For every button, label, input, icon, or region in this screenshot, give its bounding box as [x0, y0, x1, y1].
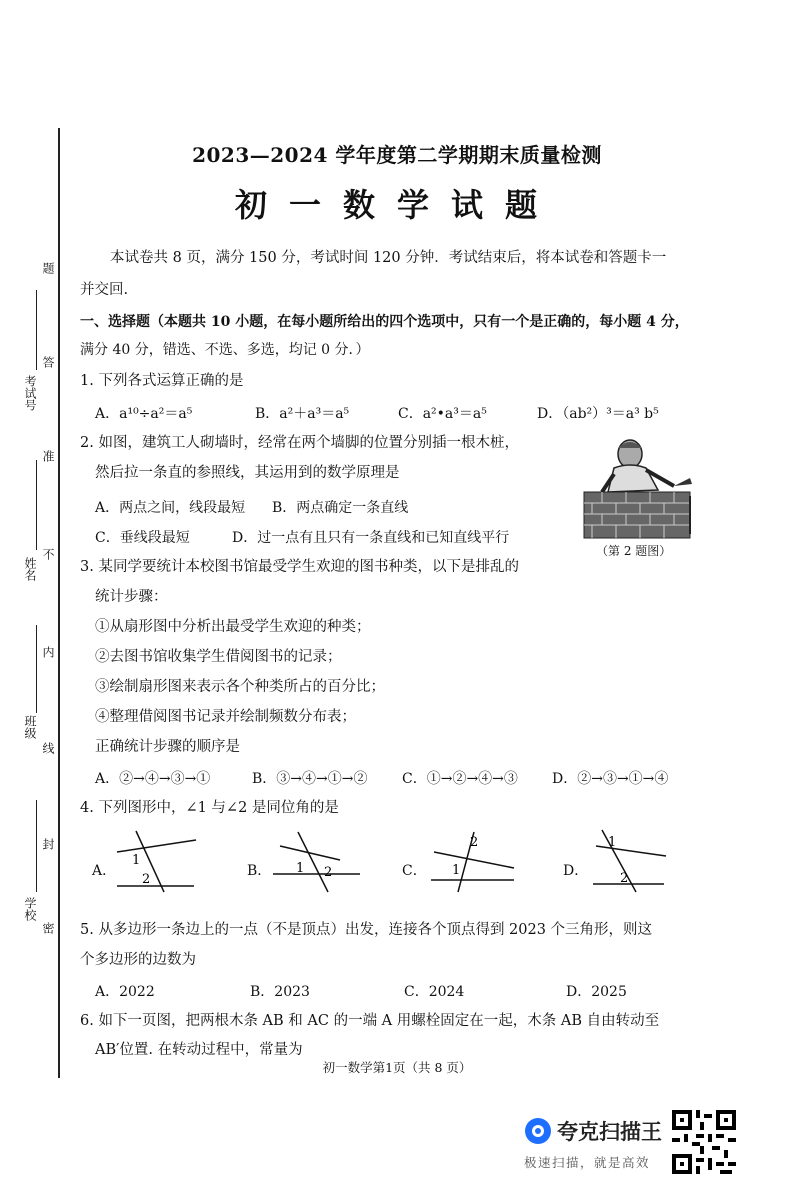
field-underline: [36, 460, 37, 550]
option: D．2025: [566, 984, 627, 1000]
angle-figure-d: [588, 826, 678, 894]
field-name: 姓名: [23, 557, 37, 581]
question-stem: 然后拉一条直的参照线，其运用到的数学原理是: [95, 465, 400, 481]
step: ①从扇形图中分析出最受学生欢迎的种类；: [95, 619, 371, 635]
option: B．③→④→①→②: [252, 771, 368, 787]
angle-label: 2: [324, 865, 333, 880]
binding-label: 答: [41, 356, 55, 368]
section-heading: 一、选择题（本题共 10 小题，在每小题所给出的四个选项中，只有一个是正确的，每小题 4 分，: [80, 314, 689, 330]
angle-label: 2: [470, 835, 479, 850]
question-stem: 6. 如下一页图，把两根木条 AB 和 AC 的一端 A 用螺栓固定在一起，木条 AB 自由转动至: [80, 1013, 660, 1029]
option: A．两点之间，线段最短: [95, 500, 246, 516]
option: D．: [563, 863, 589, 879]
question-stem: 4. 下列图形中，∠1 与∠2 是同位角的是: [80, 800, 339, 816]
intro-line: 并交回.: [80, 282, 129, 298]
option: D．过一点有且只有一条直线和已知直线平行: [232, 530, 510, 546]
angle-label: 2: [620, 871, 629, 886]
option: B．: [247, 863, 272, 879]
scanner-brand-name: 夸克扫描王: [557, 1120, 662, 1144]
question-stem: 5. 从多边形一条边上的一点（不是顶点）出发，连接各个顶点得到 2023 个三角形，则这: [80, 922, 653, 938]
angle-figure-b: [268, 826, 364, 894]
binding-label: 密: [41, 922, 55, 934]
qr-code-icon: [672, 1110, 736, 1174]
angle-figure-c: [426, 826, 518, 894]
field-underline: [36, 625, 37, 713]
option: A．2022: [95, 984, 155, 1000]
binding-label: 不: [41, 548, 55, 560]
step: ②去图书馆收集学生借阅图书的记录；: [95, 649, 342, 665]
field-underline: [36, 290, 37, 370]
question-stem: 3. 某同学要统计本校图书馆最受学生欢迎的图书种类，以下是排乱的: [80, 559, 519, 575]
scanner-logo-icon: [523, 1116, 553, 1146]
figure-caption: （第 2 题图）: [596, 544, 672, 558]
option: C．a²•a³＝a⁵: [398, 406, 487, 422]
field-underline: [36, 800, 37, 892]
question-stem: AB′位置. 在转动过程中，常量为: [95, 1042, 303, 1058]
angle-label: 1: [296, 861, 305, 876]
option: D．（ab²）³＝a³ b⁵: [537, 406, 659, 422]
angle-label: 1: [608, 835, 617, 850]
option: B．a²＋a³＝a⁵: [255, 406, 350, 422]
option: A．②→④→③→①: [95, 771, 211, 787]
binding-label: 封: [41, 838, 55, 850]
binding-label: 线: [41, 742, 55, 754]
page-footer: 初一数学第1页（共 8 页）: [322, 1060, 472, 1075]
option: B．2023: [250, 984, 310, 1000]
step: ③绘制扇形图来表示各个种类所占的百分比；: [95, 679, 385, 695]
question-stem: 1. 下列各式运算正确的是: [80, 373, 244, 389]
option: A．a¹⁰÷a²＝a⁵: [95, 406, 193, 422]
question-stem: 2. 如图，建筑工人砌墙时，经常在两个墙脚的位置分别插一根木桩，: [80, 435, 519, 451]
subject-title: 初一数学试题: [234, 186, 559, 224]
binding-line: [58, 128, 60, 1078]
option: C．: [402, 863, 427, 879]
question-stem: 正确统计步骤的顺序是: [95, 739, 240, 755]
angle-label: 1: [132, 853, 141, 868]
binding-label: 准: [41, 450, 55, 462]
option: C．垂线段最短: [95, 530, 190, 546]
question-stem: 个多边形的边数为: [80, 952, 196, 968]
option: B．两点确定一条直线: [272, 500, 409, 516]
step: ④整理借阅图书记录并绘制频数分布表；: [95, 709, 356, 725]
question-stem: 统计步骤：: [95, 589, 168, 605]
field-class: 班级: [23, 715, 37, 739]
scanner-slogan: 极速扫描，就是高效: [524, 1155, 651, 1170]
option: C．①→②→④→③: [402, 771, 518, 787]
section-heading: 满分 40 分，错选、不选、多选，均记 0 分．）: [80, 342, 370, 358]
angle-label: 1: [452, 863, 461, 878]
option: C．2024: [404, 984, 465, 1000]
binding-label: 题: [41, 262, 55, 274]
field-school: 学校: [23, 897, 37, 921]
exam-title: 2023—2024 学年度第二学期期末质量检测: [192, 143, 602, 167]
binding-label: 内: [41, 646, 55, 658]
option: D．②→③→①→④: [552, 771, 669, 787]
field-exam-number: 考试号: [23, 375, 37, 411]
bricklayer-figure: [578, 434, 696, 542]
angle-figure-a: [112, 826, 202, 894]
option: A．: [92, 863, 117, 879]
angle-label: 2: [142, 872, 151, 887]
intro-line: 本试卷共 8 页，满分 150 分，考试时间 120 分钟．考试结束后，将本试卷和答题卡一: [110, 250, 667, 266]
